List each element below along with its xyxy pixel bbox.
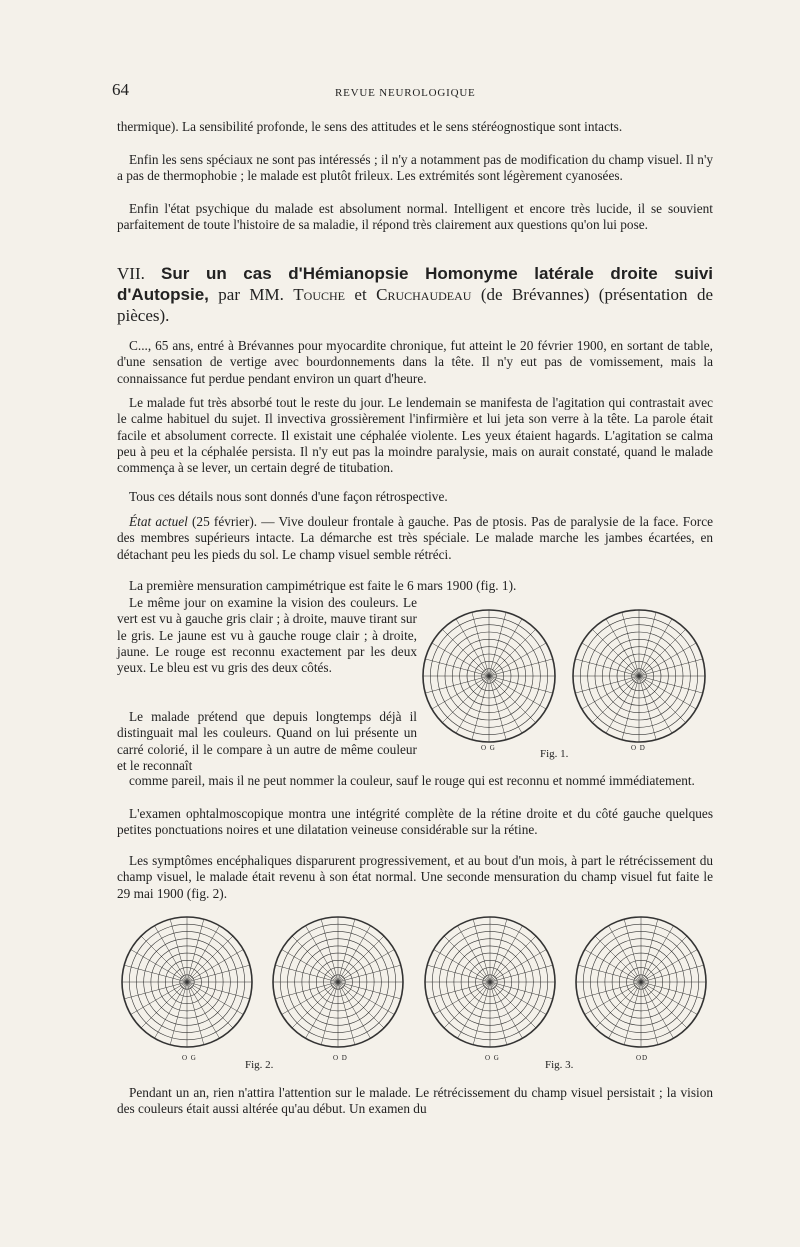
- section-heading: [117, 263, 713, 326]
- author-touche: Touche: [293, 285, 346, 304]
- polar-grid: [423, 610, 555, 742]
- paragraph: Enfin les sens spéciaux ne sont pas intéressés ; il n'y a notamment pas de modification du champ visuel. Il n'y a pas de thermophobie ; le malade est plutôt frileux. Les extrémités sont légèrement cyanosées.: [117, 152, 713, 184]
- section-number: VII.: [117, 264, 145, 283]
- paragraph: Pendant un an, rien n'attira l'attention sur le malade. Le rétrécissement du champ visuel persistait ; la vision des couleurs était aussi altérée qu'au début. Un examen du: [117, 1085, 713, 1117]
- section-by: par MM.: [218, 285, 284, 304]
- visual-field-chart-fig1-right: [568, 605, 710, 747]
- page-number: 64: [112, 80, 129, 99]
- paragraph: Tous ces détails nous sont donnés d'une façon rétrospective.: [129, 489, 448, 504]
- paragraph-couleurs: Le même jour on examine la vision des couleurs. Le vert est vu à gauche gris clair ; à droite, mauve tirant sur le gris. Le jaune est vu à gauche rouge clair ; à droite, jaune. Le rouge est reconnu exactement par les deux yeux. Le bleu est vu gris des deux côtés.: [117, 595, 417, 676]
- running-header: REVUE NEUROLOGIQUE: [335, 87, 476, 99]
- etat-actuel-label: État actuel: [129, 514, 188, 529]
- paragraph: Les symptômes encéphaliques disparurent progressivement, et au bout d'un mois, à part le rétrécissement du champ visuel, le malade était revenu à son état normal. Une seconde mensuration du champ visuel fut faite le 29 mai 1900 (fig. 2).: [117, 853, 713, 901]
- eye-label-left: O G: [485, 1054, 500, 1062]
- eye-label-left: O G: [481, 744, 496, 752]
- visual-field-chart-fig3-left: [420, 912, 560, 1052]
- polar-grid: [425, 917, 555, 1047]
- figure-caption: Fig. 1.: [540, 748, 569, 760]
- etat-actuel-paragraph: [117, 514, 713, 563]
- paragraph: thermique). La sensibilité profonde, le sens des attitudes et le sens stéréognostique sont intacts.: [117, 119, 623, 134]
- visual-field-chart-fig3-right: [571, 912, 711, 1052]
- eye-label-right: O D: [333, 1054, 348, 1062]
- visual-field-chart-fig2-left: [117, 912, 257, 1052]
- author-cruchaudeau: Cruchaudeau: [376, 285, 472, 304]
- etat-actuel-text: (25 février). — Vive douleur frontale à gauche. Pas de ptosis. Pas de paralysie de la face. Force des membres supérieurs intacte. La démarche est très spéciale. Le malade marche les jambes écartées, en détachant peu les pieds du sol. Le champ visuel semble rétréci.: [117, 514, 713, 562]
- paragraph: L'examen ophtalmoscopique montra une intégrité complète de la rétine droite et du côté gauche quelques petites ponctuations noires et une dilatation veineuse considérable sur la rétine.: [117, 806, 713, 838]
- paragraph: La première mensuration campimétrique est faite le 6 mars 1900 (fig. 1).: [129, 578, 517, 593]
- polar-grid: [576, 917, 706, 1047]
- section-affiliation: (de Brévannes) (présentation de pièces).: [117, 285, 713, 325]
- polar-grid: [122, 917, 252, 1047]
- paragraph: Enfin l'état psychique du malade est absolument normal. Intelligent et encore très lucide, il se souvient parfaitement de toute l'histoire de sa maladie, il répond très clairement aux questions qu'on lui pose.: [117, 201, 713, 233]
- section-title: Sur un cas d'Hémianopsie Homonyme latérale droite suivi d'Autopsie,: [117, 264, 713, 304]
- visual-field-chart-fig1-left: [418, 605, 560, 747]
- section-and: et: [354, 285, 367, 304]
- eye-label-right: OD: [636, 1054, 649, 1062]
- polar-grid: [573, 610, 705, 742]
- paragraph: Le malade fut très absorbé tout le reste du jour. Le lendemain se manifesta de l'agitation qui contrastait avec le calme habituel du sujet. Il invectiva grossièrement l'infirmière et lui jeta son verre à la tête. La parole était facile et absolument correcte. Il existait une céphalée violente. Les yeux étaient hagards. L'agitation se calma peu à peu et la céphalée persista. Il n'y eut pas la moindre paralysie, mais on aurait constaté, quand le malade commença à se lever, un certain degré de titubation.: [117, 395, 713, 476]
- paragraph-pretend: Le malade prétend que depuis longtemps déjà il distinguait mal les couleurs. Quand on lui présente un carré colorié, il le compare à un autre de même couleur et le reconnaît: [117, 709, 417, 773]
- polar-grid: [273, 917, 403, 1047]
- figure-caption: Fig. 2.: [245, 1059, 274, 1071]
- paragraph: C..., 65 ans, entré à Brévannes pour myocardite chronique, fut atteint le 20 février 1900, en sortant de table, d'une sensation de vertige avec bourdonnements dans la tête. Il n'y eut pas de vomissement, mais la connaissance fut perdue pendant environ un quart d'heure.: [117, 338, 713, 386]
- eye-label-right: O D: [631, 744, 646, 752]
- eye-label-left: O G: [182, 1054, 197, 1062]
- figure-caption: Fig. 3.: [545, 1059, 574, 1071]
- visual-field-chart-fig2-right: [268, 912, 408, 1052]
- paragraph: comme pareil, mais il ne peut nommer la couleur, sauf le rouge qui est reconnu et nommé immédiatement.: [129, 773, 695, 788]
